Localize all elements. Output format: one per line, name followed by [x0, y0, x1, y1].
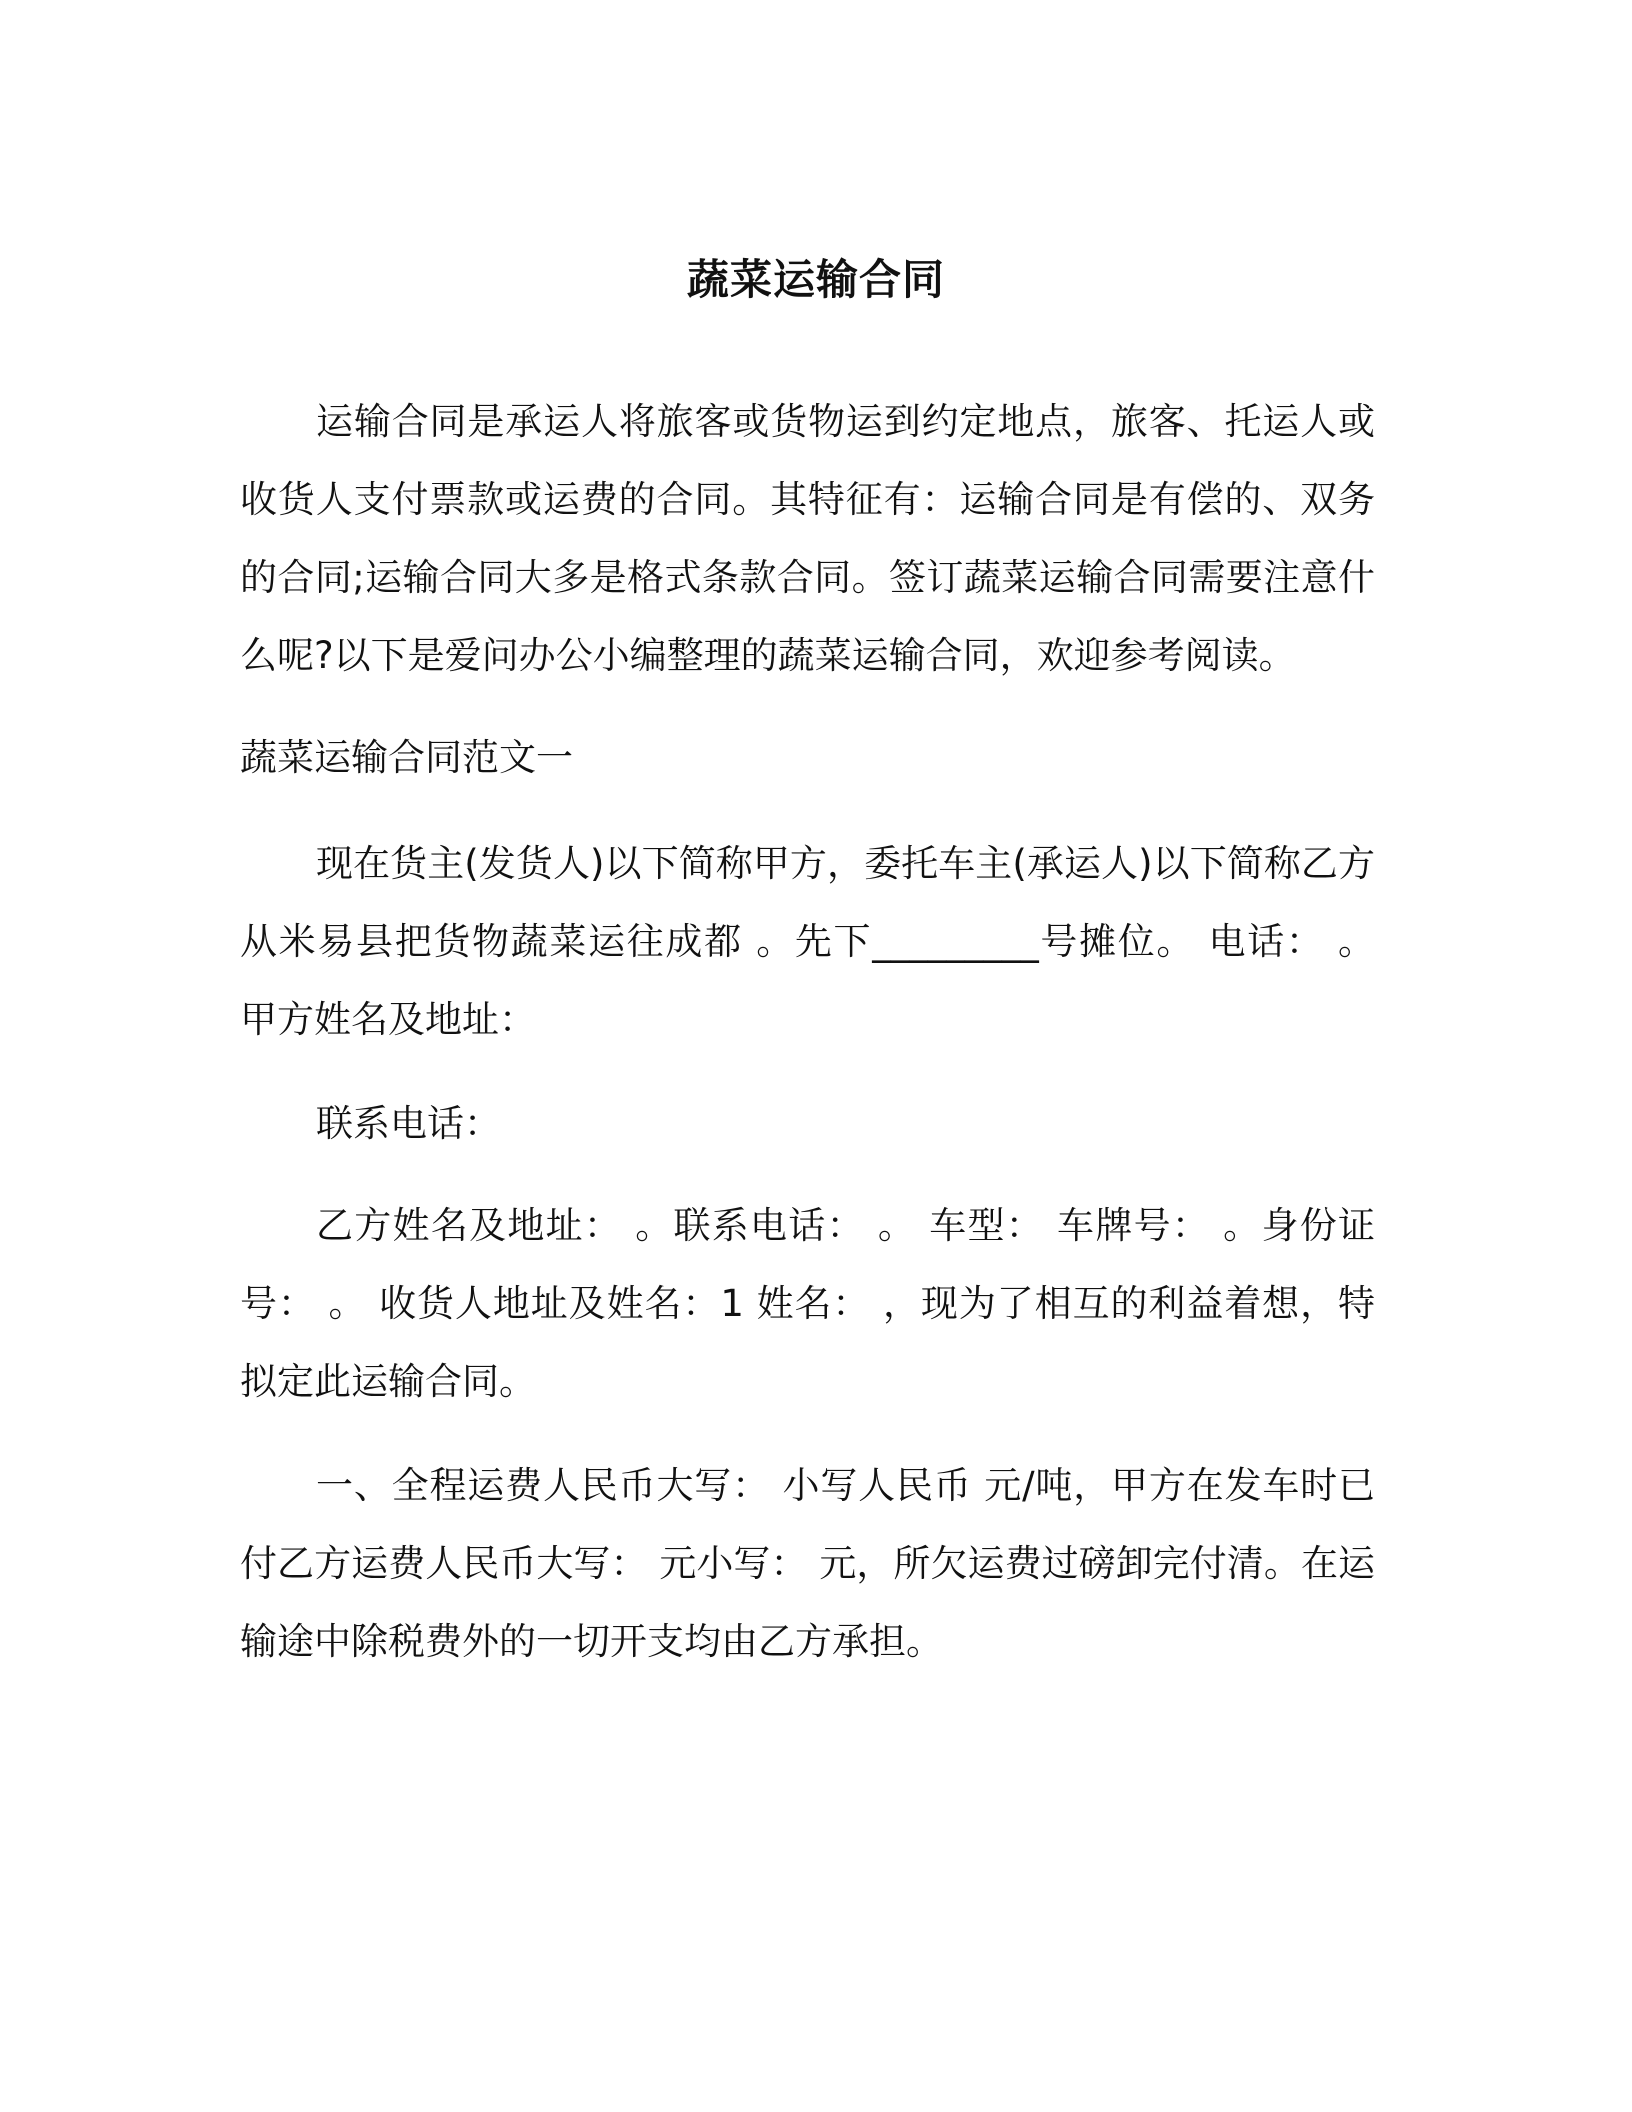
document-title: 蔬菜运输合同	[686, 255, 945, 305]
party-b-paragraph: 乙方姓名及地址： 。联系电话： 。 车型： 车牌号： 。身份证号： 。 收货人地址及姓名：1 姓名： ，现为了相互的利益着想，特拟定此运输合同。	[240, 1204, 1375, 1403]
section-heading: 蔬菜运输合同范文一	[240, 736, 573, 779]
clause-1-paragraph: 一、全程运费人民币大写： 小写人民币 元/吨，甲方在发车时已付乙方运费人民币大写： 元小写： 元，所欠运费过磅卸完付清。在运输途中除税费外的一切开支均由乙方承担。	[240, 1464, 1375, 1663]
parties-paragraph: 现在货主(发货人)以下简称甲方，委托车主(承运人)以下简称乙方从米易县把货物蔬菜运往成都 。先下_________号摊位。 电话： 。 甲方姓名及地址：	[240, 842, 1375, 1041]
intro-paragraph: 运输合同是承运人将旅客或货物运到约定地点，旅客、托运人或收货人支付票款或运费的合同。其特征有：运输合同是有偿的、双务的合同;运输合同大多是格式条款合同。签订蔬菜运输合同需要注意什么呢?以下是爱问办公小编整理的蔬菜运输合同，欢迎参考阅读。	[240, 400, 1375, 677]
contact-paragraph: 联系电话：	[316, 1102, 501, 1145]
